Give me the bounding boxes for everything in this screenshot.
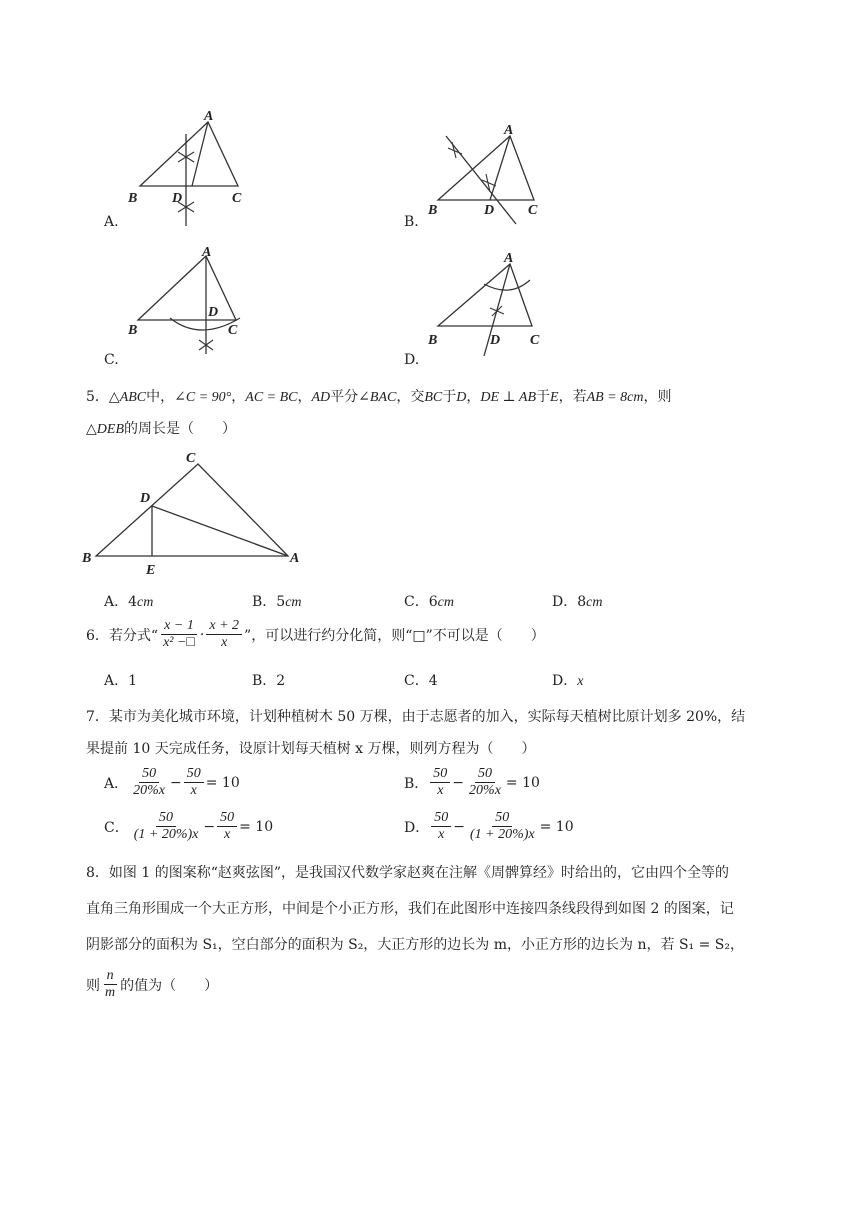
option-letter: A． [104, 673, 129, 689]
rhs: = 10 [205, 774, 240, 791]
option-letter: A． [104, 775, 129, 792]
q7-option-c [104, 810, 273, 843]
q5-figure [80, 448, 310, 580]
q7-stem-line1: 7．某市为美化城市环境，计划种植树木 50 万棵，由于志愿者的加入，实际每天植树比原计划多 20%，结 [86, 709, 746, 725]
option-value: 5 [276, 594, 286, 610]
option-value: 1 [128, 673, 138, 689]
denominator: x [224, 827, 231, 843]
q5-seg: ， [297, 389, 312, 405]
q5-seg: DE ⊥ AB [480, 390, 537, 405]
q4-figure-a [120, 110, 260, 230]
numerator: 50 [217, 810, 237, 827]
label-c: C [528, 203, 538, 218]
operator: − [453, 818, 465, 835]
q5-stem-line2 [86, 418, 236, 438]
q6-stem [86, 618, 545, 651]
q4-option-c: C. [104, 352, 119, 368]
option-letter: A． [104, 594, 129, 610]
numerator: 50 [184, 766, 204, 783]
segment-ad [192, 122, 208, 186]
label-a: A [290, 551, 300, 566]
option-letter: D． [552, 594, 578, 610]
option-unit: cm [137, 595, 154, 610]
option-letter: D． [552, 673, 578, 689]
q6-suffix: ”，可以进行约分化简，则“□”不可以是（ ） [244, 627, 545, 644]
segment-ad [152, 506, 288, 556]
numerator: 50 [492, 810, 512, 827]
fraction [430, 766, 450, 799]
numerator: 50 [430, 766, 450, 783]
option-letter: D． [404, 819, 430, 836]
label-c: C [232, 191, 242, 206]
q8-stem-line3: 阴影部分的面积为 S₁，空白部分的面积为 S₂，大正方形的边长为 m，小正方形的边长为 n，若 S₁ = S₂， [86, 937, 744, 953]
q5-seg: DEB [96, 422, 124, 437]
q5-option-b [252, 591, 302, 611]
q6-option-a [104, 670, 137, 690]
q5-seg: ， [231, 389, 246, 405]
fraction [466, 766, 504, 799]
label-a: A [504, 123, 514, 138]
fraction [217, 810, 237, 843]
denominator: m [105, 985, 116, 1001]
option-value: 4 [128, 594, 138, 610]
q5-stem-line1 [86, 386, 671, 406]
q5-seg: 平分 [330, 389, 359, 405]
label-b: B [128, 191, 138, 206]
q8-prefix: 则 [86, 977, 100, 994]
multiply-dot: · [199, 626, 205, 643]
q8-stem-line1: 8．如图 1 的图案称“赵爽弦图”，是我国汉代数学家赵爽在注解《周髀算经》时给出的，它由四个全等的 [86, 865, 730, 881]
numerator: x + 2 [206, 618, 242, 635]
label-d: D [172, 191, 183, 206]
denominator: x² −□ [163, 635, 195, 651]
q5-seg: ，交 [396, 389, 425, 405]
q8-stem-line4 [86, 968, 218, 1001]
q8-suffix: 的值为（ ） [120, 977, 219, 994]
option-unit: cm [285, 595, 302, 610]
option-letter: B． [252, 594, 277, 610]
option-value: x [577, 674, 584, 689]
label-c: C [530, 333, 540, 348]
triangle-abc [140, 122, 238, 186]
option-value: 8 [577, 594, 587, 610]
denominator: x [190, 783, 197, 799]
label-d: D [208, 305, 219, 320]
denominator: (1 + 20%)x [133, 827, 199, 843]
q5-seg: ， [466, 389, 481, 405]
rhs: = 10 [505, 774, 540, 791]
q5-option-c [404, 591, 454, 611]
q5-seg: ∠BAC [358, 390, 397, 405]
denominator: 20%x [469, 783, 501, 799]
arc-mark-upper [448, 142, 462, 158]
label-b: B [128, 323, 138, 338]
q5-seg: ，则 [643, 389, 672, 405]
option-value: 6 [428, 594, 438, 610]
numerator: x − 1 [161, 618, 197, 635]
q5-seg: 于 [442, 389, 457, 405]
q5-seg: 中， [146, 389, 175, 405]
q5-option-a [104, 591, 153, 611]
option-value: 4 [428, 673, 438, 689]
q6-prefix: 6．若分式“ [86, 627, 159, 644]
q5-seg: ∠C = 90° [174, 390, 232, 405]
denominator: x [437, 783, 444, 799]
fraction [184, 766, 204, 799]
label-c: C [228, 323, 238, 338]
numerator: n [104, 968, 117, 985]
q5-seg: 于 [536, 389, 551, 405]
q8-fraction [102, 968, 118, 1001]
denominator: 20%x [133, 783, 166, 799]
label-a: A [202, 246, 212, 260]
option-unit: cm [586, 595, 603, 610]
denominator: (1 + 20%)x [469, 827, 535, 843]
q4-figure-c [120, 246, 260, 360]
label-d: D [140, 491, 151, 506]
q4-figure-d [420, 250, 560, 362]
q6-fraction-2 [206, 618, 242, 651]
q4-option-b: B. [404, 214, 419, 230]
q6-fraction-1 [160, 618, 198, 651]
q4-option-d: D. [404, 352, 420, 368]
label-b: B [428, 203, 438, 218]
q5-seg: ，若 [558, 389, 587, 405]
numerator: 50 [475, 766, 495, 783]
q7-option-b [404, 766, 540, 799]
q5-seg: AB = 8cm [586, 390, 644, 405]
option-value: 2 [276, 673, 286, 689]
q5-seg: AC = BC [245, 390, 298, 405]
label-c: C [186, 451, 196, 466]
operator: − [170, 774, 182, 791]
q5-seg: D [456, 390, 467, 405]
label-b: B [428, 333, 438, 348]
q6-option-b [252, 670, 285, 690]
denominator: x [221, 635, 228, 651]
option-letter: C． [104, 819, 129, 836]
q7-option-a [104, 766, 240, 799]
option-letter: C． [404, 673, 429, 689]
q7-stem-line2: 果提前 10 天完成任务，设原计划每天植树 x 万棵，则列方程为（ ） [86, 741, 536, 757]
option-letter: B． [404, 775, 429, 792]
triangle-abc [438, 264, 532, 326]
fraction [131, 810, 202, 843]
label-e: E [146, 563, 156, 578]
label-a: A [504, 251, 514, 266]
fraction [467, 810, 538, 843]
rhs: = 10 [239, 818, 274, 835]
q8-stem-line2: 直角三角形围成一个大正方形，中间是个小正方形，我们在此图形中连接四条线段得到如图 2 的图案，记 [86, 901, 734, 917]
operator: − [203, 818, 216, 835]
q7-option-d [404, 810, 574, 843]
numerator: 50 [156, 810, 176, 827]
q5-seg: ABC [119, 390, 147, 405]
arc-upper [484, 280, 530, 290]
fraction [431, 810, 451, 843]
q4-figure-b [420, 120, 560, 230]
option-unit: cm [437, 595, 454, 610]
numerator: 50 [139, 766, 159, 783]
q6-option-c [404, 670, 438, 690]
label-a: A [204, 110, 214, 124]
q4-option-a: A. [104, 214, 119, 230]
label-d: D [490, 333, 501, 348]
denominator: x [438, 827, 445, 843]
option-letter: C． [404, 594, 429, 610]
label-b: B [82, 551, 92, 566]
q5-option-d [552, 591, 602, 611]
numerator: 50 [431, 810, 451, 827]
triangle-abc [96, 464, 288, 556]
arc-mark [490, 306, 504, 316]
q5-number: 5．△ [86, 389, 120, 405]
rhs: = 10 [539, 818, 574, 835]
q5-seg: BC [424, 390, 443, 405]
q6-option-d [552, 670, 583, 690]
q5-seg: E [550, 390, 559, 405]
label-d: D [484, 203, 495, 218]
fraction [130, 766, 168, 799]
q5-seg: AD [311, 390, 331, 405]
triangle-abc [138, 256, 236, 320]
q5-seg: △ [86, 421, 97, 437]
operator: − [452, 774, 465, 791]
q5-seg: 的周长是（ ） [124, 421, 236, 437]
option-letter: B． [252, 673, 277, 689]
